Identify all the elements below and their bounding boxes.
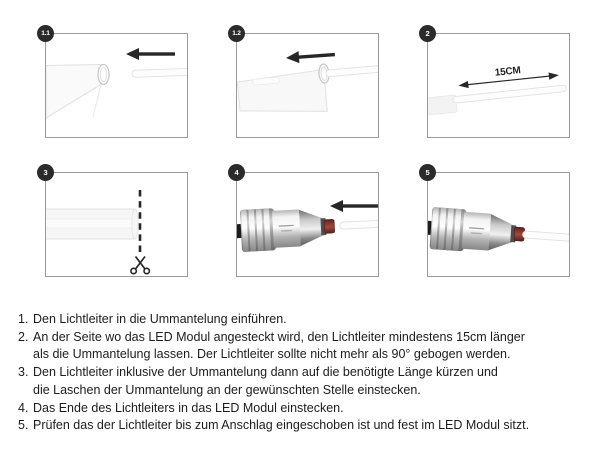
instruction-text: Prüfen das der Lichtleiter bis zum Anschlag eingeschoben ist und fest im LED Modul sitzt. (33, 418, 530, 433)
instruction-number: 5. (18, 418, 29, 433)
light-guide-rod (340, 220, 378, 230)
light-guide-rod (453, 85, 567, 103)
step-1-1-illustration (46, 34, 187, 137)
sheath-with-light-guide (46, 209, 138, 239)
scissors-icon (131, 257, 150, 274)
instruction-text: als die Ummantelung lassen. Der Lichtleiter sollte nicht mehr als 90° gebogen werden. (33, 347, 511, 362)
instruction-text: die Laschen der Ummantelung an der gewünschten Stelle einstecken. (33, 382, 421, 397)
instruction-text: An der Seite wo das LED Modul angesteckt wird, den Lichtleiter mindestens 15cm länger (33, 329, 525, 344)
instruction-text: Das Ende des Lichtleiters in das LED Modul einstecken. (33, 400, 344, 415)
step-panel-4 (234, 168, 379, 277)
instruction-text: Den Lichtleiter in die Ummantelung einführen. (33, 312, 287, 326)
light-guide-rod (523, 231, 569, 243)
step-badge-3: 3 (37, 164, 54, 181)
instruction-number: 4. (18, 400, 29, 415)
instruction-number: 3. (18, 365, 29, 380)
step-badge-5: 5 (419, 164, 436, 181)
step-badge-1-1: 1.1 (37, 25, 54, 42)
step-panel-3 (43, 168, 188, 277)
step-panel-5 (425, 168, 570, 277)
light-guide-rod (326, 64, 378, 77)
instruction-item-2 (18, 329, 584, 364)
step-panel-2 (425, 29, 570, 138)
step-2-illustration (428, 34, 569, 137)
instruction-item-1 (18, 311, 584, 329)
instruction-item-3 (18, 364, 584, 399)
arrow-left-icon (330, 200, 378, 212)
step-badge-1-2: 1.2 (228, 25, 245, 42)
step-badge-2: 2 (419, 25, 436, 42)
led-module-graphic (428, 206, 526, 255)
step-4-illustration (237, 173, 378, 276)
step-1-2-illustration (237, 34, 378, 137)
instruction-item-5 (18, 417, 584, 435)
arrow-left-icon (126, 48, 175, 60)
instruction-number: 2. (18, 329, 29, 344)
step-panel-1-1 (41, 30, 188, 138)
step-panel-1-2 (232, 30, 379, 138)
sheath-tube-graphic (237, 70, 327, 119)
step-badge-4: 4 (228, 164, 245, 181)
dimension-label: 15CM (494, 65, 522, 79)
arrow-left-icon (286, 49, 336, 64)
sheath-tube-graphic (46, 65, 109, 119)
instruction-number: 1. (18, 312, 29, 326)
instruction-item-4 (18, 400, 584, 418)
instruction-list (18, 311, 584, 435)
instruction-text: Den Lichtleiter inklusive der Ummantelung dann auf die benötigte Länge kürzen und (33, 365, 498, 380)
light-guide-rod (132, 68, 187, 77)
step-3-illustration (46, 173, 187, 276)
step-5-illustration (428, 173, 569, 276)
led-module-graphic (237, 205, 335, 253)
